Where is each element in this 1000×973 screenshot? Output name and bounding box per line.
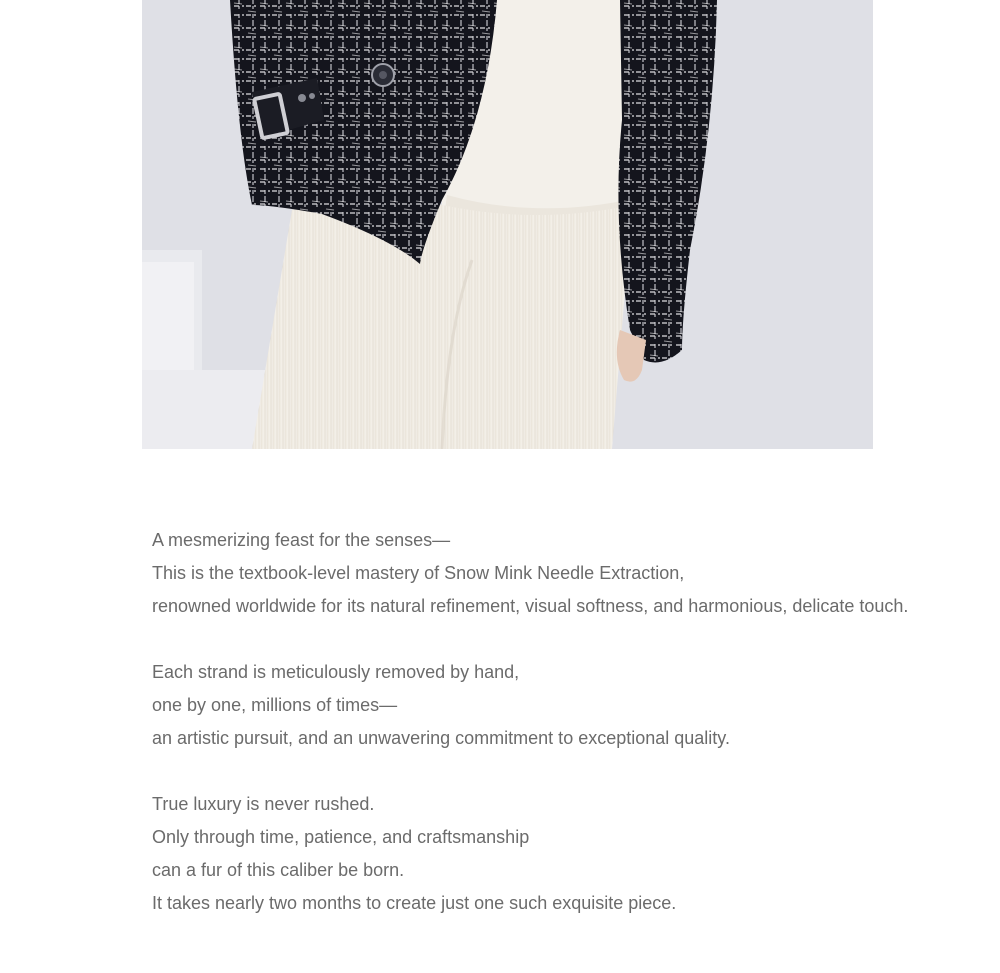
product-photo-illustration <box>142 0 873 449</box>
story-paragraph <box>152 524 982 623</box>
paragraph-gap <box>152 623 982 656</box>
story-line: A mesmerizing feast for the senses— <box>152 530 451 550</box>
story-paragraph <box>152 788 982 920</box>
story-line: True luxury is never rushed. <box>152 794 375 814</box>
story-line: Only through time, patience, and craftsmanship <box>152 827 530 847</box>
story-line: one by one, millions of times— <box>152 695 398 715</box>
product-photo <box>142 0 873 449</box>
paragraph-gap <box>152 755 982 788</box>
story-line: can a fur of this caliber be born. <box>152 860 405 880</box>
story-line: It takes nearly two months to create just one such exquisite piece. <box>152 893 677 913</box>
product-story <box>152 524 982 920</box>
story-line: Each strand is meticulously removed by hand, <box>152 662 520 682</box>
story-line: This is the textbook-level mastery of Snow Mink Needle Extraction, <box>152 563 685 583</box>
story-line: renowned worldwide for its natural refinement, visual softness, and harmonious, delicate touch. <box>152 596 909 616</box>
story-line: an artistic pursuit, and an unwavering commitment to exceptional quality. <box>152 728 730 748</box>
story-paragraph <box>152 656 982 755</box>
